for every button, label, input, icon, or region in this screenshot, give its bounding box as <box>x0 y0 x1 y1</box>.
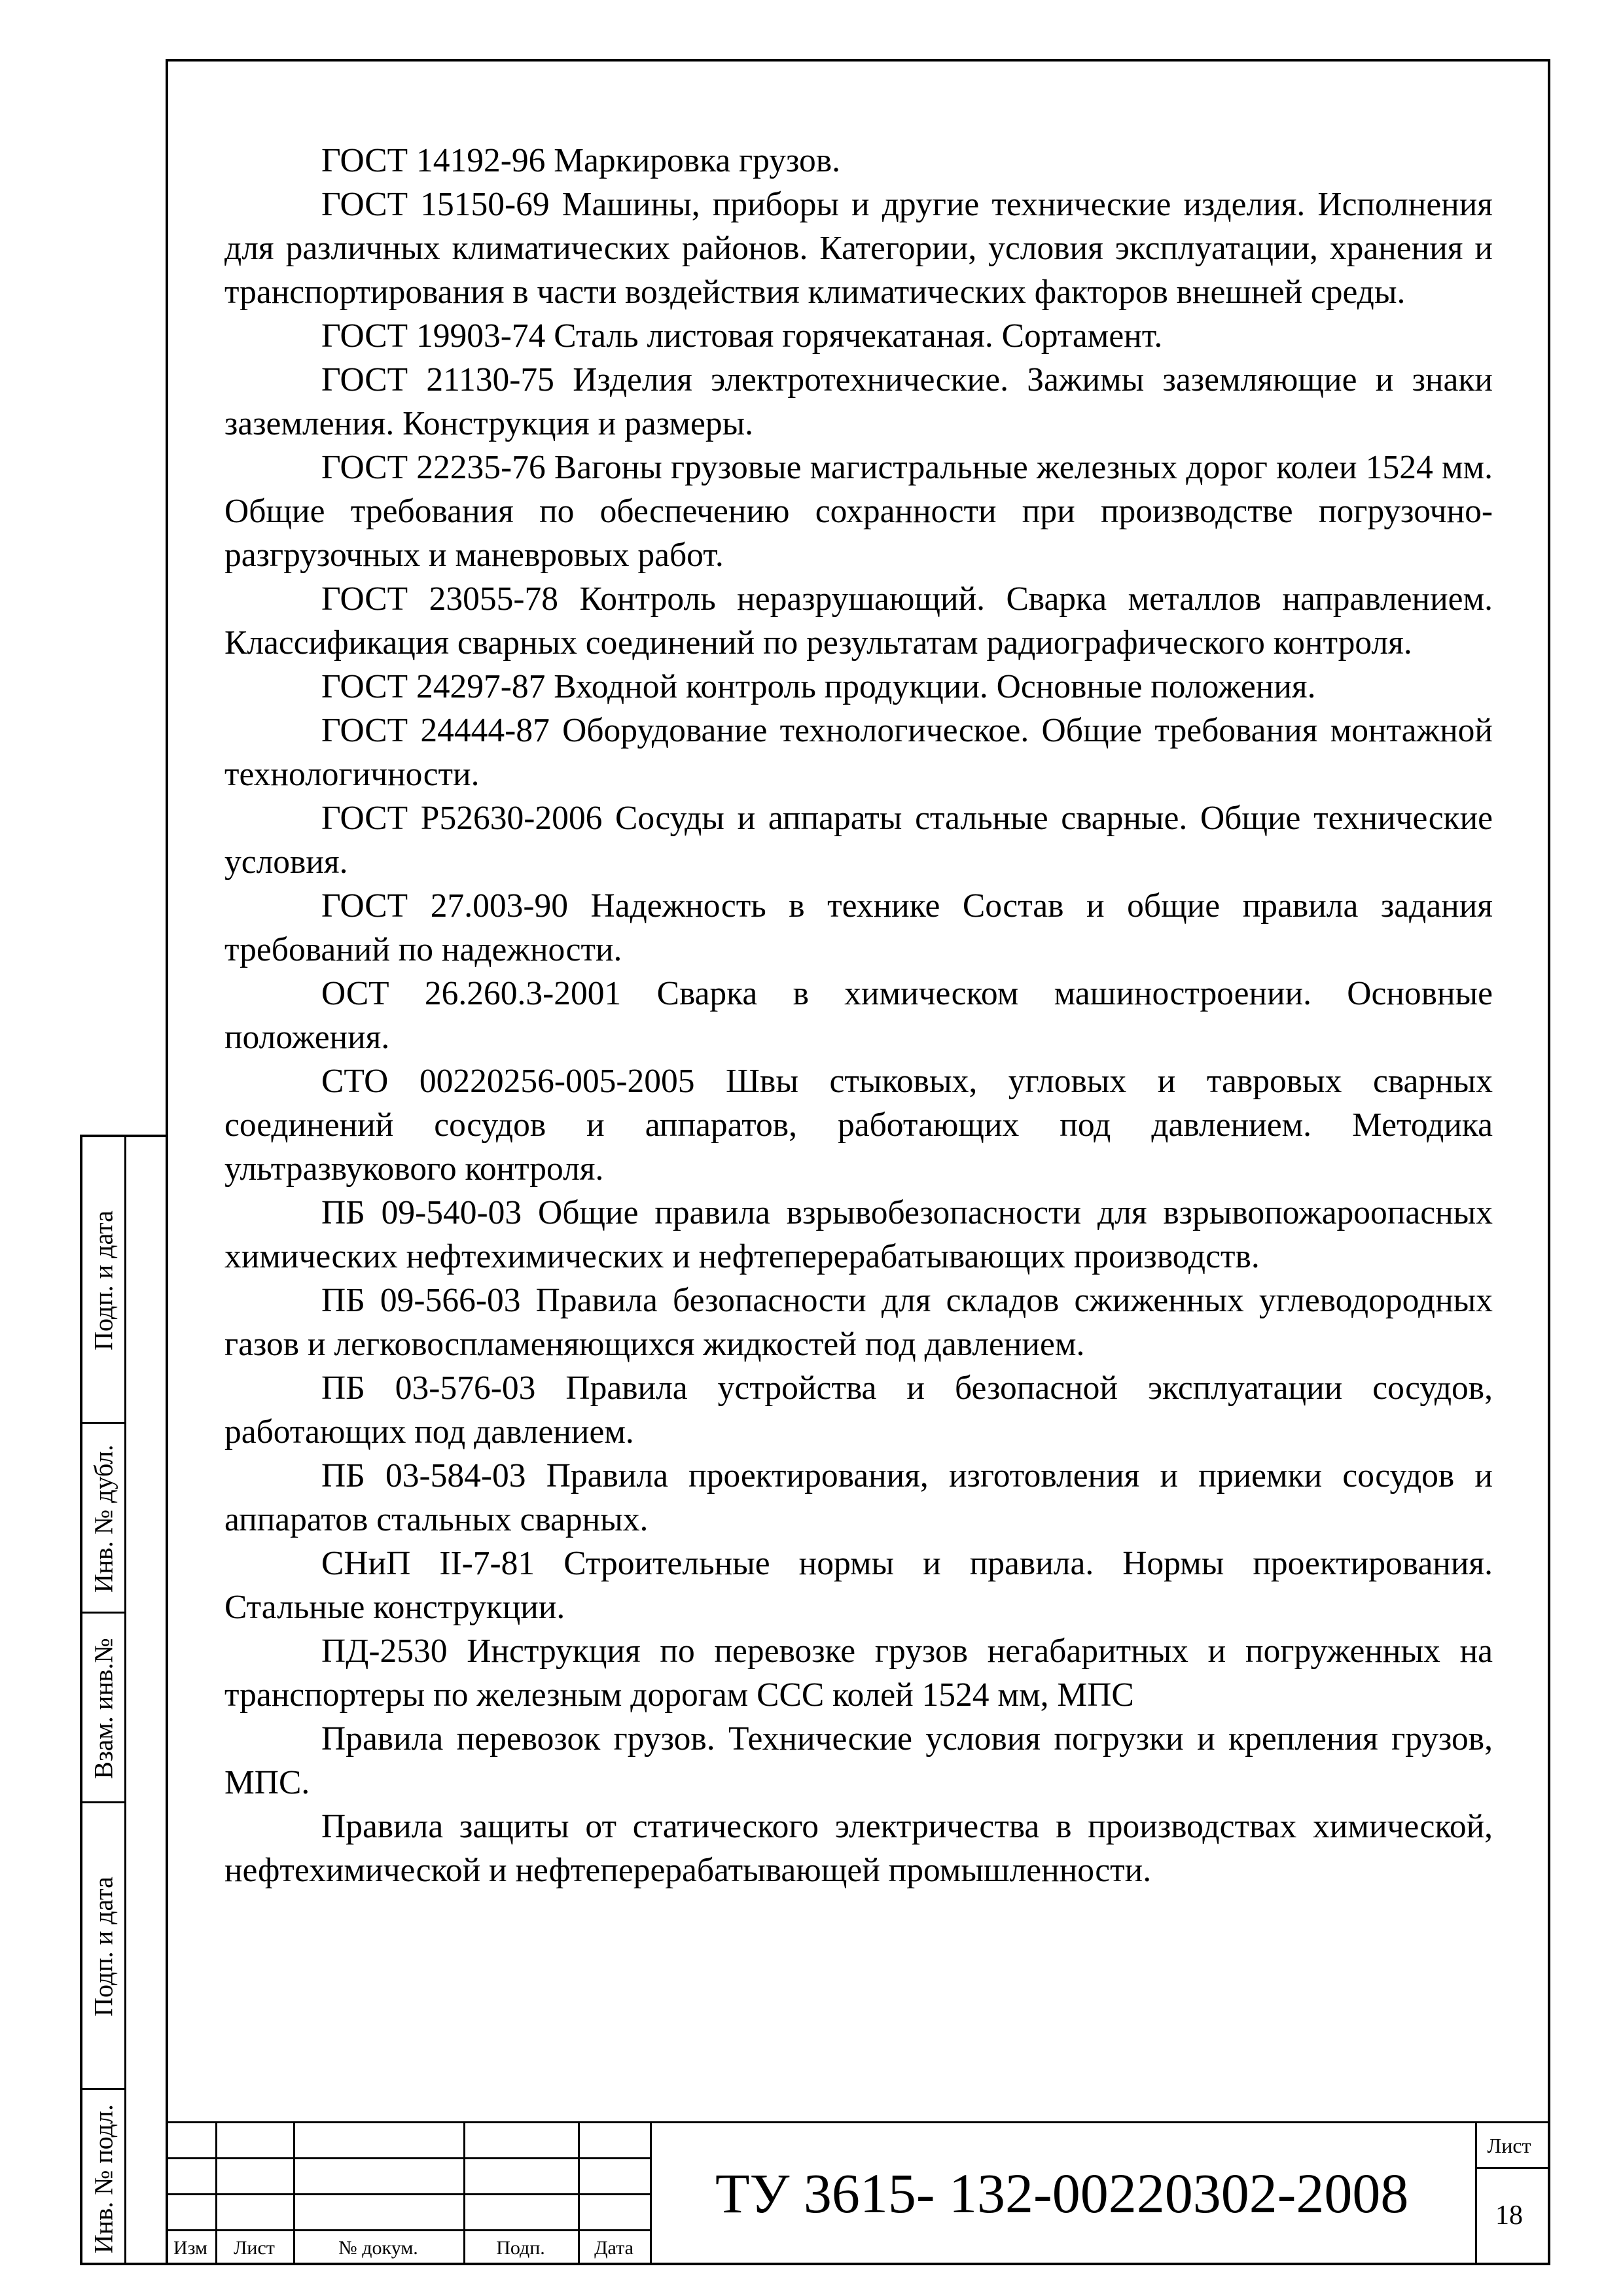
reference-item: ГОСТ 24444-87 Оборудование технологическое. Общие требования монтажной технологичности. <box>224 712 1493 793</box>
reference-item: ГОСТ 21130-75 Изделия электротехнические. Зажимы заземляющие и знаки заземления. Конструкция и размеры. <box>224 361 1493 442</box>
side-stamp-strip <box>80 1135 166 2265</box>
side-cell-vzam-inv <box>82 1614 124 1803</box>
reference-item: ГОСТ 24297-87 Входной контроль продукции. Основные положения. <box>321 668 1316 705</box>
header-izm: Изм <box>173 2237 208 2259</box>
header-podp: Подп. <box>496 2237 545 2259</box>
header-data: Дата <box>594 2237 633 2259</box>
reference-item: ПД-2530 Инструкция по перевозке грузов негабаритных и погруженных на транспортеры по железным дорогам ССС колей 1524 мм, МПС <box>224 1633 1493 1714</box>
grid-row-line <box>166 2229 650 2231</box>
side-label-podp-data-top: Подп. и дата <box>88 1210 118 1351</box>
reference-item: Правила защиты от статического электричества в производствах химической, нефтехимической и нефтеперерабатывающей промышленности. <box>224 1808 1493 1889</box>
side-label-inv-dubl: Инв. № дубл. <box>88 1444 118 1593</box>
reference-item: ГОСТ Р52630-2006 Сосуды и аппараты стальные сварные. Общие технические условия. <box>224 800 1493 881</box>
reference-item: ПБ 09-566-03 Правила безопасности для складов сжиженных углеводородных газов и легковоспламеняющихся жидкостей под давлением. <box>224 1282 1493 1363</box>
reference-item: ГОСТ 19903-74 Сталь листовая горячекатаная. Сортамент. <box>321 317 1163 355</box>
references-list <box>224 139 1493 1892</box>
side-cell-inv-podl <box>82 2090 124 2268</box>
sheet-number: 18 <box>1495 2200 1523 2231</box>
reference-item: ГОСТ 14192-96 Маркировка грузов. <box>321 142 840 179</box>
sheet-label: Лист <box>1487 2134 1531 2157</box>
reference-item: ГОСТ 27.003-90 Надежность в технике Состав и общие правила задания требований по надежности. <box>224 887 1493 968</box>
grid-row-line <box>166 2157 650 2159</box>
reference-item: ОСТ 26.260.3-2001 Сварка в химическом машиностроении. Основные положения. <box>224 975 1493 1056</box>
side-cell-podp-data-top <box>82 1137 124 1424</box>
reference-item: Правила перевозок грузов. Технические условия погрузки и крепления грузов, МПС. <box>224 1720 1493 1801</box>
side-cell-podp-data-bottom <box>82 1803 124 2090</box>
side-divider <box>124 1137 126 2263</box>
side-label-vzam-inv: Взам. инв.№ <box>88 1638 118 1779</box>
side-cell-inv-dubl <box>82 1424 124 1614</box>
reference-item: СТО 00220256-005-2005 Швы стыковых, угловых и тавровых сварных соединений сосудов и аппаратов, работающих под давлением. Методика ультразвукового контроля. <box>224 1063 1493 1188</box>
reference-item: ГОСТ 22235-76 Вагоны грузовые магистральные железных дорог колеи 1524 мм. Общие требования по обеспечению сохранности при производстве погрузочно-разгрузочных и маневровых работ. <box>224 449 1493 574</box>
grid-row-line <box>166 2193 650 2195</box>
title-block-top-line <box>166 2121 1550 2123</box>
reference-item: ПБ 03-584-03 Правила проектирования, изготовления и приемки сосудов и аппаратов стальных сварных. <box>224 1457 1493 1538</box>
document-code: ТУ 3615- 132-00220302-2008 <box>715 2162 1409 2225</box>
reference-item: ПБ 09-540-03 Общие правила взрывобезопасности для взрывопожароопасных химических нефтехимических и нефтеперерабатывающих производств. <box>224 1194 1493 1275</box>
reference-item: ГОСТ 15150-69 Машины, приборы и другие технические изделия. Исполнения для различных климатических районов. Категории, условия эксплуатации, хранения и транспортирования в части воздействия климатических факторов внешней среды. <box>224 186 1493 311</box>
header-dokum: № докум. <box>338 2237 418 2259</box>
reference-item: ПБ 03-576-03 Правила устройства и безопасной эксплуатации сосудов, работающих под давлением. <box>224 1369 1493 1451</box>
reference-item: ГОСТ 23055-78 Контроль неразрушающий. Сварка металлов направлением. Классификация сварных соединений по результатам радиографического контроля. <box>224 580 1493 662</box>
title-block <box>166 2121 1550 2265</box>
grid-col-line <box>650 2121 652 2265</box>
side-label-podp-data-bottom: Подп. и дата <box>88 1877 118 2017</box>
header-list: Лист <box>234 2237 275 2259</box>
reference-item: СНиП II-7-81 Строительные нормы и правила. Нормы проектирования. Стальные конструкции. <box>224 1545 1493 1626</box>
side-label-inv-podl: Инв. № подл. <box>88 2104 118 2253</box>
